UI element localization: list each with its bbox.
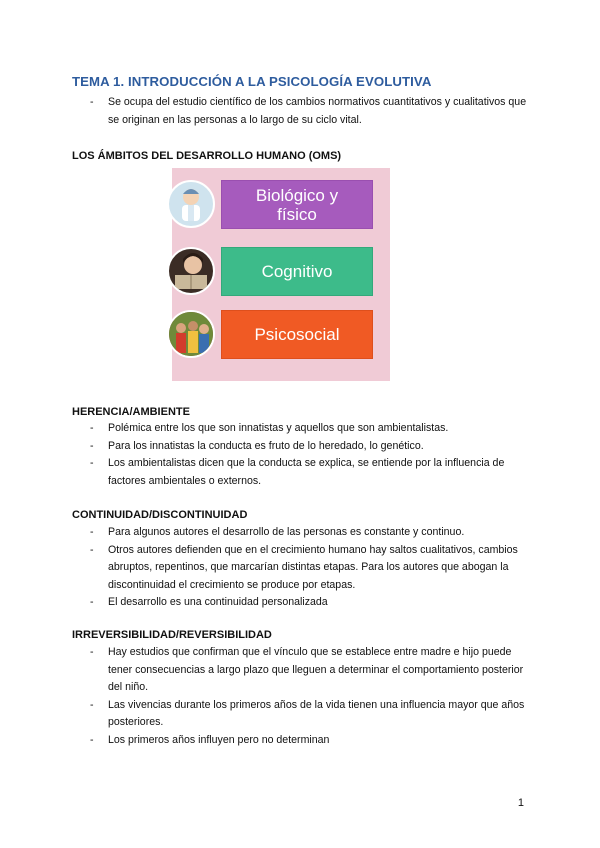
section-heading-ambitos: LOS ÁMBITOS DEL DESARROLLO HUMANO (OMS) bbox=[72, 150, 342, 162]
list-item: - El desarrollo es una continuidad personalizada bbox=[72, 594, 528, 612]
child-doctor-icon bbox=[167, 180, 215, 228]
list-item: - Para algunos autores el desarrollo de las personas es constante y continuo. bbox=[72, 524, 528, 542]
list-item: - Otros autores defienden que en el crecimiento humano hay saltos cualitativos, cambios abruptos, repentinos, que marcarían distintas etapas. Para los autores que abogan la discontinuidad el crecimiento se produce por etapas. bbox=[72, 542, 528, 595]
page-number: 1 bbox=[517, 797, 524, 809]
intro-list bbox=[72, 94, 528, 129]
list-item: - Polémica entre los que son innatistas y aquellos que son ambientalistas. bbox=[72, 420, 528, 438]
ambitos-diagram bbox=[172, 168, 390, 381]
continuidad-list bbox=[72, 524, 528, 612]
ambito-bar-cognitivo bbox=[221, 247, 373, 296]
ambito-label: Cognitivo bbox=[261, 262, 333, 281]
child-reading-icon bbox=[167, 247, 215, 295]
section-heading-continuidad: CONTINUIDAD/DISCONTINUIDAD bbox=[72, 509, 248, 521]
list-item: - Para los innatistas la conducta es fruto de lo heredado, lo genético. bbox=[72, 438, 528, 456]
ambito-label: Psicosocial bbox=[254, 325, 340, 344]
section-heading-irreversibilidad: IRREVERSIBILIDAD/REVERSIBILIDAD bbox=[72, 629, 272, 641]
ambito-bar-psicosocial bbox=[221, 310, 373, 359]
page-title: TEMA 1. INTRODUCCIÓN A LA PSICOLOGÍA EVOLUTIVA bbox=[72, 74, 432, 89]
list-item: - Los ambientalistas dicen que la conducta se explica, se entiende por la influencia de factores ambientales o externos. bbox=[72, 455, 528, 490]
list-item: - Los primeros años influyen pero no determinan bbox=[72, 732, 528, 750]
list-item: - Las vivencias durante los primeros años de la vida tienen una influencia mayor que años posteriores. bbox=[72, 697, 528, 732]
ambito-bar-biologico bbox=[221, 180, 373, 229]
list-item: - Se ocupa del estudio científico de los cambios normativos cuantitativos y cualitativos que se originan en las personas a lo largo de su ciclo vital. bbox=[72, 94, 528, 129]
ambito-label: Biológico y físico bbox=[255, 185, 339, 224]
irreversibilidad-list bbox=[72, 644, 528, 749]
children-group-icon bbox=[167, 310, 215, 358]
list-item: - Hay estudios que confirman que el vínculo que se establece entre madre e hijo puede tener consecuencias a largo plazo que lleguen a determinar el comportamiento posterior del niño. bbox=[72, 644, 528, 697]
herencia-list bbox=[72, 420, 528, 490]
section-heading-herencia: HERENCIA/AMBIENTE bbox=[72, 406, 190, 418]
